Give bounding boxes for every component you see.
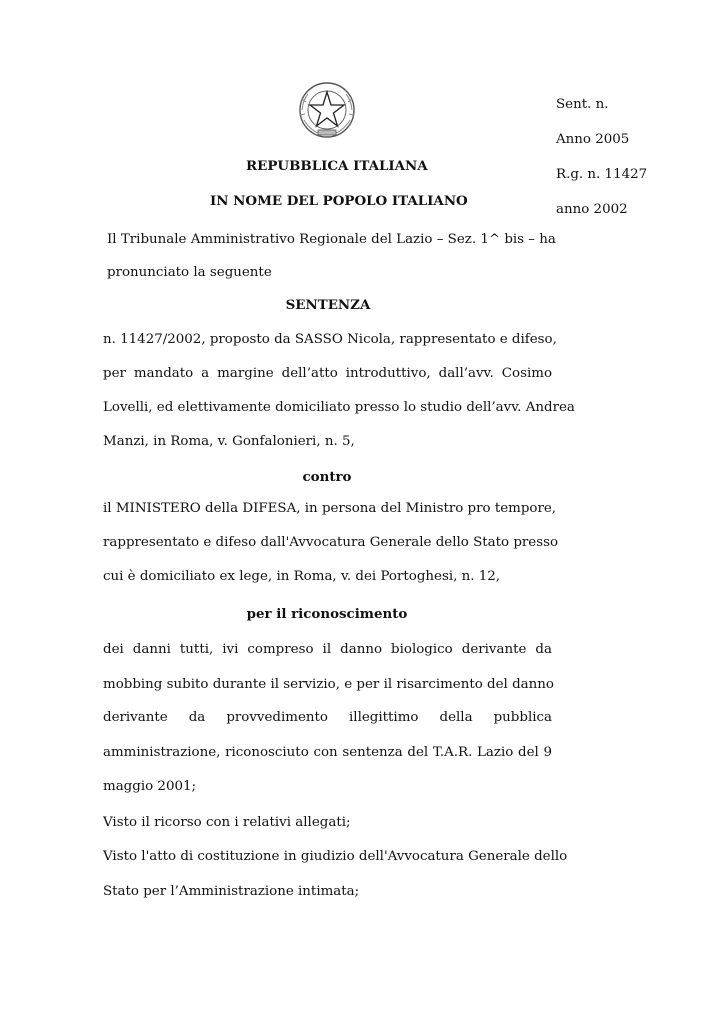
paragraph-line: Manzi, in Roma, v. Gonfalonieri, n. 5, — [103, 434, 355, 449]
registry-number: R.g. n. 11427 — [556, 167, 648, 182]
document-title: SENTENZA — [285, 297, 371, 313]
paragraph-line: rappresentato e difeso dall'Avvocatura Generale dello Stato presso — [103, 535, 559, 550]
paragraph-line: amministrazione, riconosciuto con sentenza del T.A.R. Lazio del 9 — [103, 745, 552, 760]
header-people: IN NOME DEL POPOLO ITALIANO — [210, 193, 468, 209]
paragraph-line: Visto l'atto di costituzione in giudizio dell'Avvocatura Generale dello — [103, 849, 568, 864]
section-heading-contro: contro — [302, 469, 352, 485]
paragraph-line: dei danni tutti, ivi compreso il danno biologico derivante da — [103, 642, 552, 657]
paragraph-line: il MINISTERO della DIFESA, in persona del Ministro pro tempore, — [103, 501, 557, 516]
case-metadata — [556, 95, 706, 235]
italian-emblem-icon — [296, 80, 358, 142]
paragraph-line: maggio 2001; — [103, 779, 197, 794]
sentence-number: Sent. n. — [556, 97, 609, 112]
paragraph-line: Lovelli, ed elettivamente domiciliato presso lo studio dell’avv. Andrea — [103, 400, 575, 415]
paragraph-line: mobbing subito durante il servizio, e per il risarcimento del danno — [103, 677, 554, 692]
paragraph-line: Visto il ricorso con i relativi allegati; — [103, 815, 351, 830]
intro-line: pronunciato la seguente — [107, 265, 272, 280]
sentence-year: Anno 2005 — [556, 132, 630, 147]
paragraph-line: cui è domiciliato ex lege, in Roma, v. dei Portoghesi, n. 12, — [103, 569, 501, 584]
section-heading-per: per il riconoscimento — [246, 606, 408, 622]
intro-line: Il Tribunale Amministrativo Regionale del Lazio – Sez. 1^ bis – ha — [107, 232, 556, 247]
header-republic: REPUBBLICA ITALIANA — [246, 158, 428, 174]
paragraph-line: derivante da provvedimento illegittimo della pubblica — [103, 710, 552, 725]
paragraph-line: per mandato a margine dell’atto introduttivo, dall’avv. Cosimo — [103, 366, 552, 381]
paragraph-line: Stato per l’Amministrazione intimata; — [103, 884, 360, 899]
registry-year: anno 2002 — [556, 202, 628, 217]
paragraph-line: n. 11427/2002, proposto da SASSO Nicola, rappresentato e difeso, — [103, 332, 557, 347]
